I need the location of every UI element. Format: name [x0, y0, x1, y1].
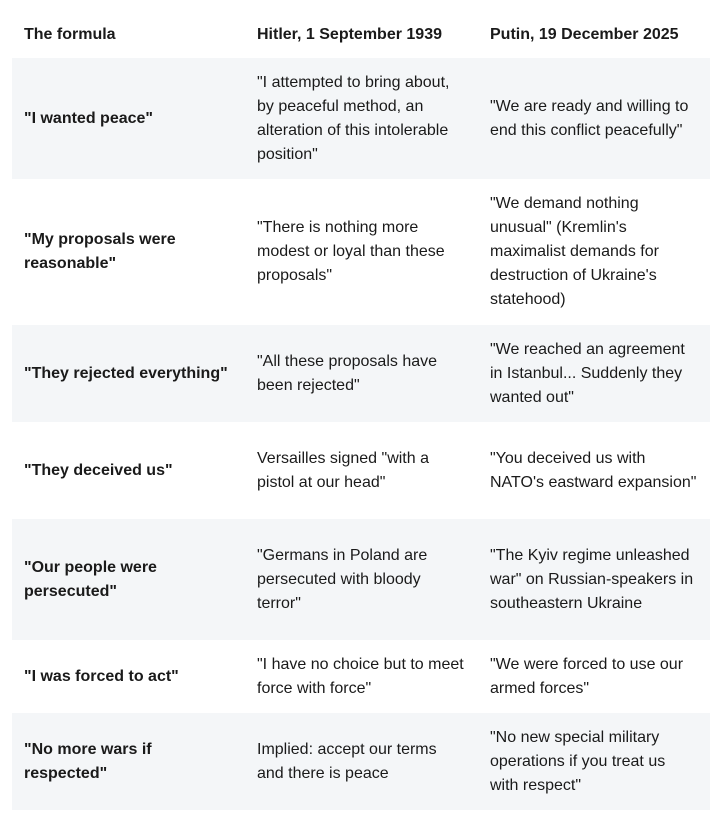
formula-cell: "No more wars if respected" [24, 740, 152, 782]
formula-cell: "Our people were persecuted" [24, 558, 157, 600]
column-header-putin: Putin, 19 December 2025 [490, 26, 679, 43]
hitler-quote-cell: "There is nothing more modest or loyal than these proposals" [257, 219, 445, 284]
column-header-formula: The formula [24, 26, 116, 43]
formula-cell: "I was forced to act" [24, 667, 179, 685]
formula-cell: "My proposals were reasonable" [24, 231, 176, 272]
table-row [12, 713, 710, 810]
table-row [12, 179, 710, 325]
table-row [12, 325, 710, 422]
hitler-quote-cell: "I attempted to bring about, by peaceful method, an alteration of this intolerable position" [257, 73, 450, 163]
comparison-table [12, 12, 710, 810]
formula-cell: "They deceived us" [24, 461, 173, 479]
hitler-quote-cell: "I have no choice but to meet force with force" [257, 655, 464, 697]
table-row [12, 422, 710, 519]
hitler-quote-cell: Implied: accept our terms and there is peace [257, 740, 437, 782]
formula-cell: "I wanted peace" [24, 109, 153, 127]
putin-quote-cell: "We are ready and willing to end this conflict peacefully" [490, 97, 689, 139]
putin-quote-cell: "The Kyiv regime unleashed war" on Russian-speakers in southeastern Ukraine [490, 546, 694, 612]
header-row [12, 12, 710, 58]
putin-quote-cell: "We were forced to use our armed forces" [490, 655, 684, 697]
putin-quote-cell: "No new special military operations if you treat us with respect" [490, 728, 666, 794]
putin-quote-cell: "We demand nothing unusual" (Kremlin's maximalist demands for destruction of Ukraine's statehood) [490, 195, 659, 308]
table-row [12, 58, 710, 179]
hitler-quote-cell: Versailles signed "with a pistol at our head" [257, 449, 429, 491]
putin-quote-cell: "You deceived us with NATO's eastward expansion" [490, 449, 697, 491]
table-row [12, 519, 710, 640]
hitler-quote-cell: "Germans in Poland are persecuted with bloody terror" [257, 546, 428, 612]
table-row [12, 640, 710, 713]
column-header-hitler: Hitler, 1 September 1939 [257, 26, 442, 43]
hitler-quote-cell: "All these proposals have been rejected" [257, 352, 438, 394]
putin-quote-cell: "We reached an agreement in Istanbul... Suddenly they wanted out" [490, 340, 685, 406]
formula-cell: "They rejected everything" [24, 364, 228, 382]
